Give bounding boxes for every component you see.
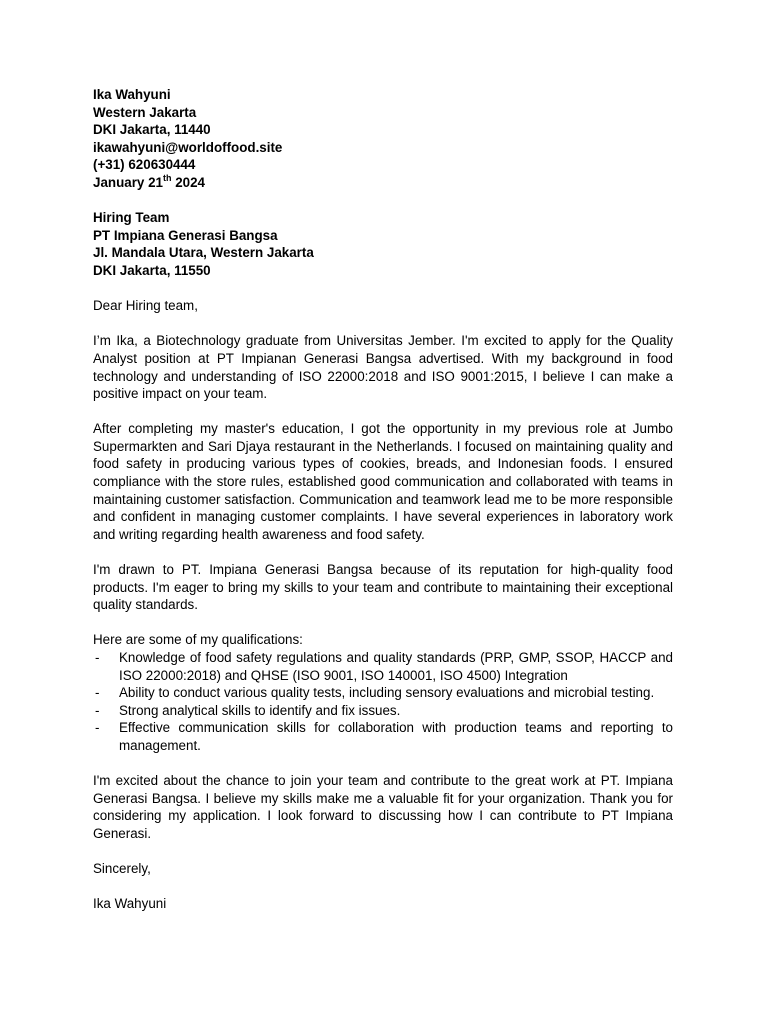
list-item-text: Strong analytical skills to identify and fix issues.	[119, 702, 401, 718]
list-item-text: Knowledge of food safety regulations and quality standards (PRP, GMP, SSOP, HACCP and ISO 22000:2018) and QHSE (ISO 9001, ISO 140001, ISO 4500) Integration	[119, 650, 673, 683]
spacer	[93, 543, 673, 561]
recipient-city: DKI Jakarta, 11550	[93, 262, 211, 278]
qualifications-list	[93, 649, 673, 755]
cover-letter-page	[93, 86, 673, 913]
spacer	[93, 192, 673, 210]
spacer	[93, 280, 673, 298]
experience-paragraph: After completing my master's education, I got the opportunity in my previous role at Jumbo Supermarkten and Sari Djaya restaurant in the Netherlands. I focused on maintaining quality and food safety in producing various types of cookies, breads, and Indonesian foods. I ensured compliance with the store rules, established good communication and collaborated with teams in maintaining customer satisfaction. Communication and teamwork lead me to be more responsible and confident in managing customer complaints. I have several experiences in laboratory work and writing regarding health awareness and food safety.	[93, 421, 673, 542]
recipient-street: Jl. Mandala Utara, Western Jakarta	[93, 245, 314, 261]
sender-name: Ika Wahyuni	[93, 87, 171, 102]
recipient-team: Hiring Team	[93, 210, 170, 226]
list-dash: -	[95, 702, 100, 718]
recipient-company: PT Impiana Generasi Bangsa	[93, 227, 278, 243]
signoff: Sincerely,	[93, 861, 151, 877]
list-item	[93, 702, 673, 720]
intro-paragraph: I’m Ika, a Biotechnology graduate from Universitas Jember. I'm excited to apply for the Quality Analyst position at PT Impianan Generasi Bangsa advertised. With my background in food technology and understanding of ISO 22000:2018 and ISO 9001:2015, I believe I can make a positive impact on your team.	[93, 333, 673, 402]
motivation-paragraph: I'm drawn to PT. Impiana Generasi Bangsa because of its reputation for high-quality food products. I'm eager to bring my skills to your team and contribute to maintaining their exceptional quality standards.	[93, 562, 673, 613]
spacer	[93, 403, 673, 421]
list-dash: -	[95, 720, 100, 736]
greeting: Dear Hiring team,	[93, 298, 198, 314]
list-dash: -	[95, 685, 100, 701]
list-item	[93, 719, 673, 754]
sender-address-block	[93, 86, 673, 192]
list-item	[93, 649, 673, 684]
sender-city: DKI Jakarta, 11440	[93, 122, 211, 138]
list-item-text: Effective communication skills for collaboration with production teams and reporting to management.	[119, 720, 673, 753]
signature-name: Ika Wahyuni	[93, 896, 167, 912]
letter-date-year: 2024	[171, 174, 205, 190]
spacer	[93, 878, 673, 896]
sender-email: ikawahyuni@worldoffood.site	[93, 139, 283, 155]
closing-paragraph: I'm excited about the chance to join your team and contribute to the great work at PT. Impiana Generasi Bangsa. I believe my skills make me a valuable fit for your organization. Thank you for considering my application. I look forward to discussing how I can contribute to PT Impiana Generasi.	[93, 773, 673, 841]
list-dash: -	[95, 650, 100, 665]
list-item-text: Ability to conduct various quality tests, including sensory evaluations and microbial testing.	[119, 685, 655, 701]
qualifications-intro: Here are some of my qualifications:	[93, 632, 303, 648]
letter-date	[93, 174, 673, 192]
letter-date-day: January 21	[93, 174, 163, 190]
spacer	[93, 755, 673, 773]
list-item	[93, 684, 673, 702]
letter-date-ordinal: th	[162, 172, 172, 183]
spacer	[93, 614, 673, 632]
sender-phone: (+31) 620630444	[93, 157, 196, 173]
recipient-address-block	[93, 209, 673, 279]
spacer	[93, 315, 673, 333]
sender-area: Western Jakarta	[93, 104, 197, 120]
spacer	[93, 843, 673, 861]
